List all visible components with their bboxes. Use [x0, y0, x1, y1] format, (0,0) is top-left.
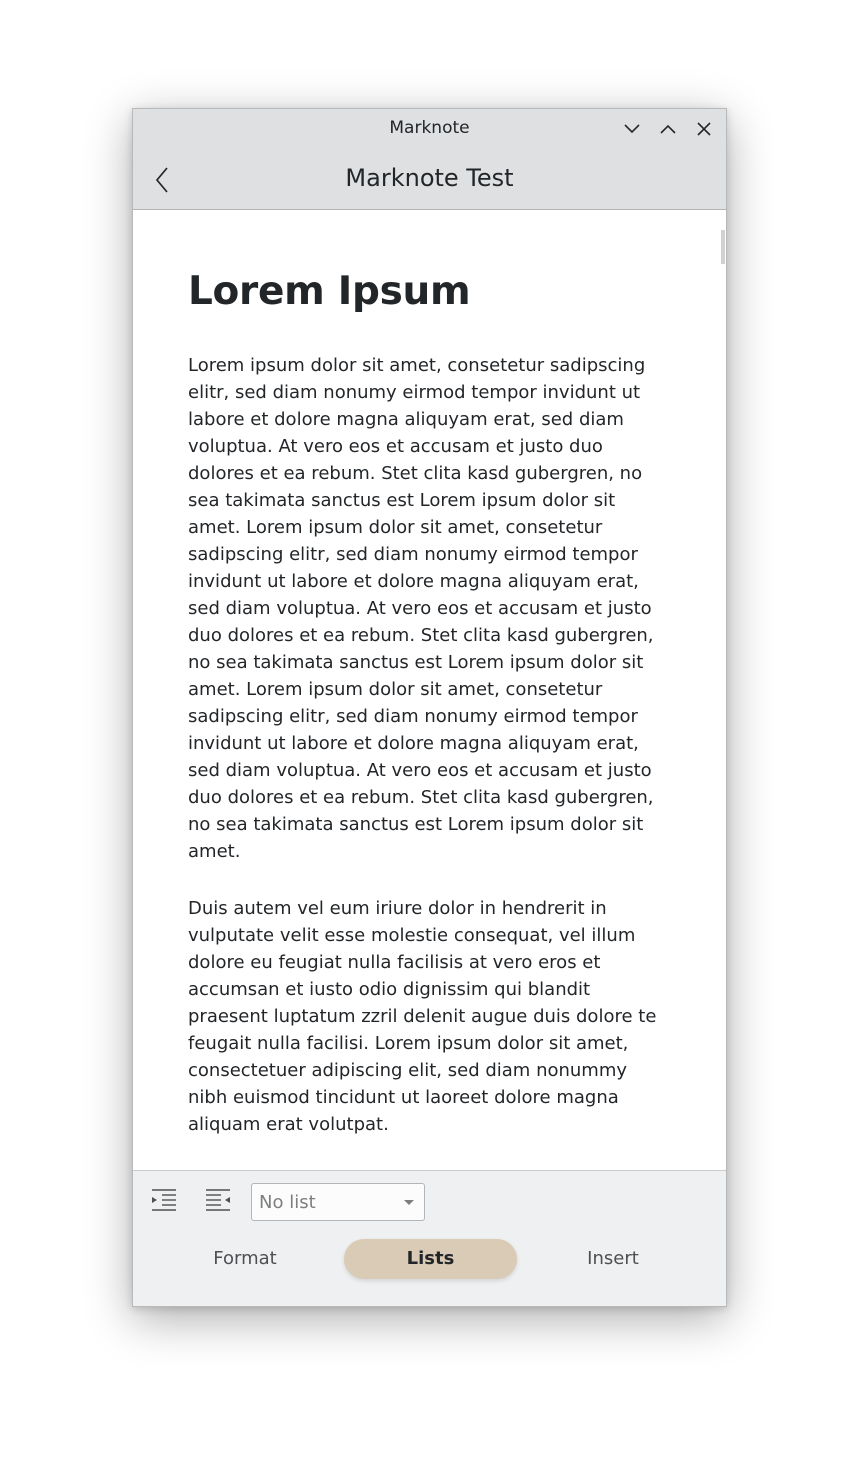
tab-lists[interactable]: Lists	[344, 1239, 517, 1279]
toolbar-tabs	[133, 1239, 726, 1283]
paragraph[interactable]: Lorem ipsum dolor sit amet, consetetur sadipscing elitr, sed diam nonumy eirmod tempor invidunt ut labore et dolore magna aliquyam erat, sed diam voluptua. At vero eos et accusam et justo duo dolores et ea rebum. Stet clita kasd gubergren, no sea takimata sanctus est Lorem ipsum dolor sit amet. Lorem ipsum dolor sit amet, consetetur sadipscing elitr, sed diam nonumy eirmod tempor invidunt ut labore et dolore magna aliquyam erat, sed diam voluptua. At vero eos et accusam et justo duo dolores et ea rebum. Stet clita kasd gubergren, no sea takimata sanctus est Lorem ipsum dolor sit amet. Lorem ipsum dolor sit amet, consetetur sadipscing elitr, sed diam nonumy eirmod tempor invidunt ut labore et dolore magna aliquyam erat, sed diam voluptua. At vero eos et accusam et justo duo dolores et ea rebum. Stet clita kasd gubergren, no sea takimata sanctus est Lorem ipsum dolor sit amet.	[188, 355, 654, 862]
close-button[interactable]	[691, 117, 717, 141]
paragraph[interactable]: Duis autem vel eum iriure dolor in hendrerit in vulputate velit esse molestie consequat, vel illum dolore eu feugiat nulla facilisis at vero eros et accumsan et iusto odio dignissim qui blandit praesent luptatum zzril delenit augue duis dolore te feugait nulla facilisi. Lorem ipsum dolor sit amet, consectetuer adipiscing elit, sed diam nonummy nibh euismod tincidunt ut laoreet dolore magna aliquam erat volutpat.	[188, 898, 657, 1135]
chevron-down-icon	[624, 124, 640, 134]
window-title: Marknote	[389, 118, 470, 138]
tab-insert[interactable]: Insert	[587, 1248, 639, 1269]
app-window	[132, 108, 727, 1307]
chevron-up-icon	[660, 124, 676, 134]
minimize-button[interactable]	[619, 117, 645, 141]
formatting-toolbar	[133, 1170, 726, 1306]
indent-more-button[interactable]	[203, 1185, 233, 1215]
list-style-select[interactable]	[251, 1183, 425, 1221]
scrollbar[interactable]	[721, 230, 725, 264]
tab-format[interactable]: Format	[213, 1248, 277, 1269]
title-bar[interactable]	[133, 109, 726, 149]
document-body[interactable]	[188, 266, 668, 1225]
page-title: Marknote Test	[345, 164, 514, 192]
indent-less-button[interactable]	[149, 1185, 179, 1215]
close-icon	[697, 122, 711, 136]
indent-less-icon	[151, 1187, 177, 1213]
maximize-button[interactable]	[655, 117, 681, 141]
document-heading[interactable]: Lorem Ipsum	[188, 269, 471, 314]
page-header	[133, 149, 726, 210]
editor-area[interactable]	[133, 210, 726, 1173]
indent-more-icon	[205, 1187, 231, 1213]
dropdown-arrow-icon	[404, 1200, 414, 1206]
list-style-value: No list	[259, 1192, 316, 1213]
